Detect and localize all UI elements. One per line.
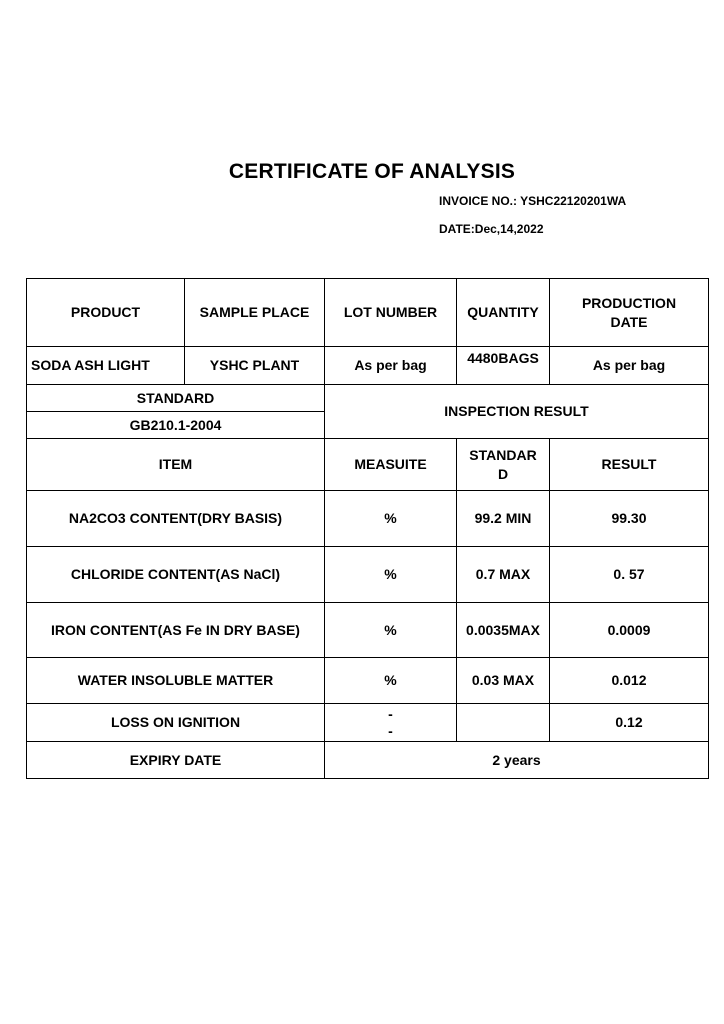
standard-code: GB210.1-2004 [27, 412, 325, 439]
header-production-date [550, 279, 709, 347]
column-standard-line1: STANDAR [469, 446, 537, 463]
quantity-value: 4480BAGS [457, 347, 550, 385]
column-result: RESULT [550, 439, 709, 491]
column-header-row [27, 439, 709, 491]
row-standard: 0.7 MAX [457, 547, 550, 603]
table-row [27, 704, 709, 742]
header-quantity: QUANTITY [457, 279, 550, 347]
row-standard [457, 704, 550, 742]
product-value: SODA ASH LIGHT [27, 347, 185, 385]
row-result: 0. 57 [550, 547, 709, 603]
table-row [27, 658, 709, 704]
table-row [27, 491, 709, 547]
inspection-result-label: INSPECTION RESULT [325, 385, 709, 439]
expiry-value: 2 years [325, 742, 709, 779]
product-row [27, 347, 709, 385]
row-item: LOSS ON IGNITION [27, 704, 325, 742]
table-row [27, 547, 709, 603]
header-lot-number: LOT NUMBER [325, 279, 457, 347]
table-row [27, 603, 709, 658]
standard-label: STANDARD [27, 385, 325, 412]
header-production-date-line1: PRODUCTION [581, 294, 677, 311]
row-standard: 0.0035MAX [457, 603, 550, 658]
row-measure-line2: - [388, 722, 393, 739]
expiry-label: EXPIRY DATE [27, 742, 325, 779]
header-production-date-line2: DATE [610, 313, 648, 330]
row-measure: % [325, 658, 457, 704]
row-measure-line1: - [388, 705, 393, 722]
standard-label-row [27, 385, 709, 412]
row-item: WATER INSOLUBLE MATTER [27, 658, 325, 704]
analysis-table [26, 278, 709, 779]
sample-place-value: YSHC PLANT [185, 347, 325, 385]
row-measure: % [325, 491, 457, 547]
column-standard [457, 439, 550, 491]
row-result: 99.30 [550, 491, 709, 547]
row-result: 0.012 [550, 658, 709, 704]
row-result: 0.12 [550, 704, 709, 742]
production-date-value: As per bag [550, 347, 709, 385]
invoice-number: INVOICE NO.: YSHC22120201WA [439, 194, 627, 208]
table-header-row [27, 279, 709, 347]
row-item: NA2CO3 CONTENT(DRY BASIS) [27, 491, 325, 547]
header-product: PRODUCT [27, 279, 185, 347]
row-measure: % [325, 547, 457, 603]
document-date: DATE:Dec,14,2022 [439, 222, 544, 236]
column-standard-line2: D [497, 465, 509, 482]
row-item: CHLORIDE CONTENT(AS NaCl) [27, 547, 325, 603]
row-measure [325, 704, 457, 742]
column-item: ITEM [27, 439, 325, 491]
document-title: CERTIFICATE OF ANALYSIS [228, 160, 516, 183]
row-item: IRON CONTENT(AS Fe IN DRY BASE) [27, 603, 325, 658]
row-result: 0.0009 [550, 603, 709, 658]
header-sample-place: SAMPLE PLACE [185, 279, 325, 347]
expiry-row [27, 742, 709, 779]
lot-number-value: As per bag [325, 347, 457, 385]
row-standard: 99.2 MIN [457, 491, 550, 547]
row-standard: 0.03 MAX [457, 658, 550, 704]
column-measure: MEASUITE [325, 439, 457, 491]
row-measure: % [325, 603, 457, 658]
